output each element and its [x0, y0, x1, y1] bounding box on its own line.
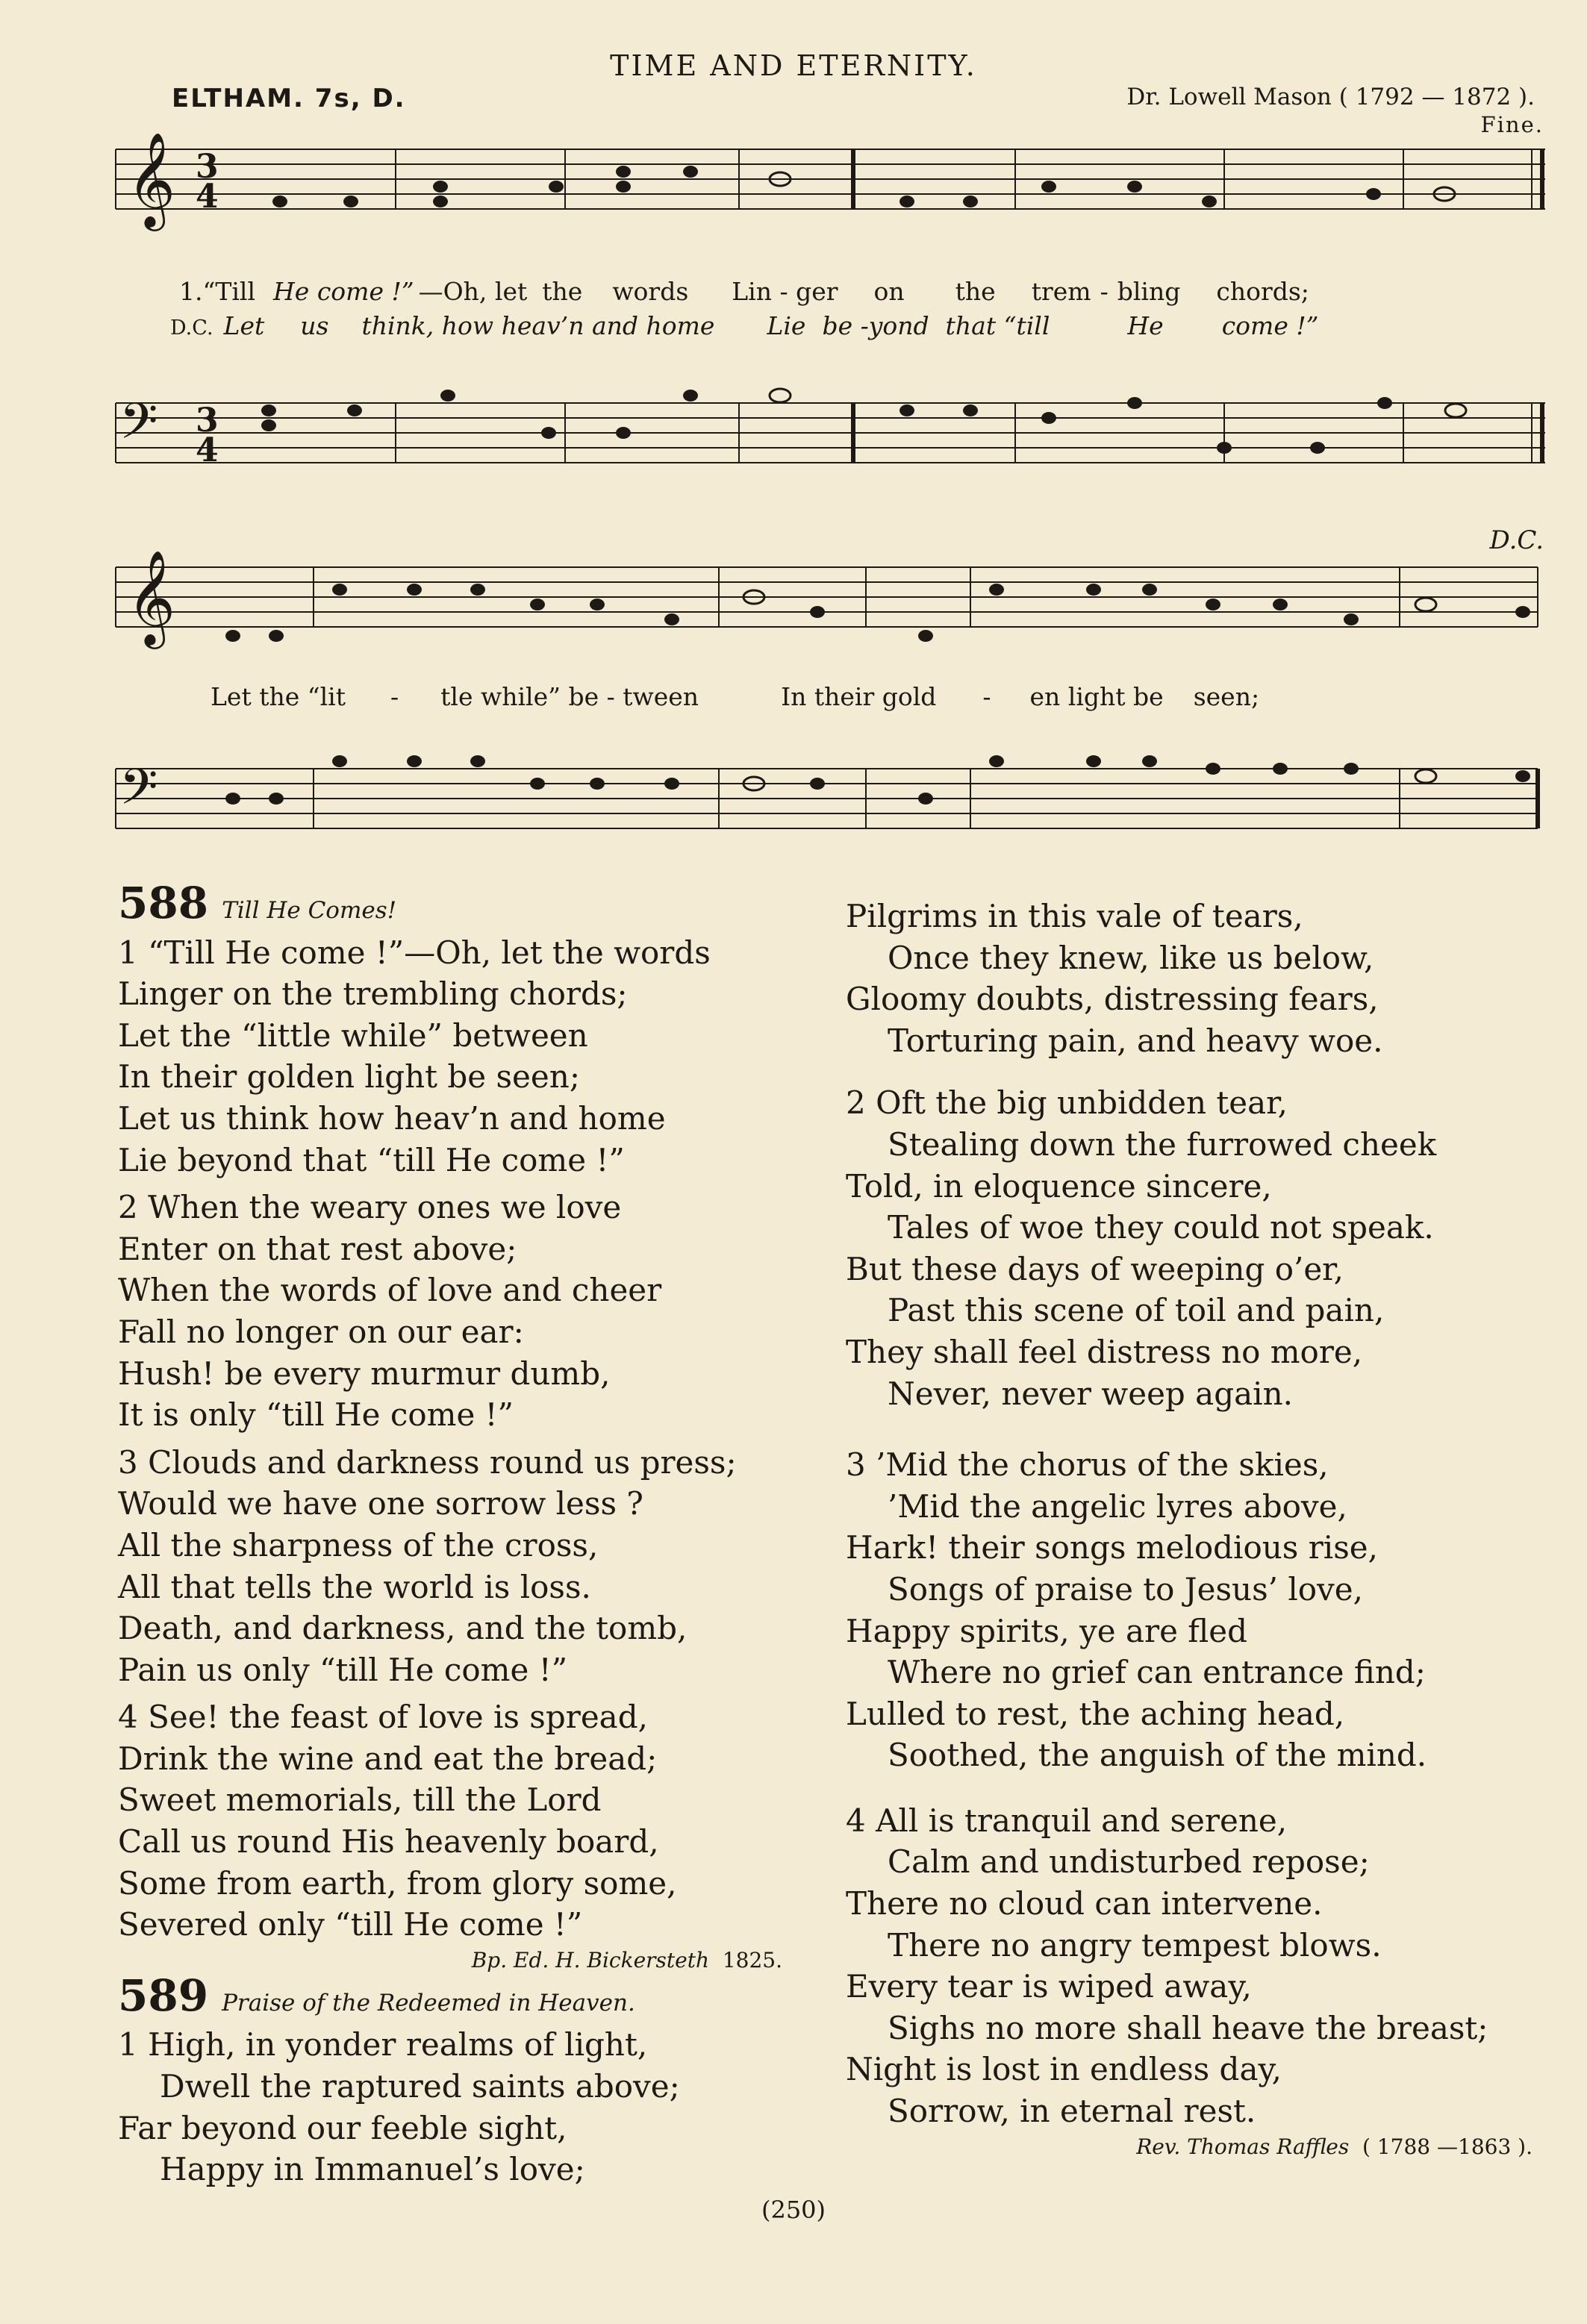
lyric-line1-verse: 1.“Till He come !” —Oh, let the words Lin - ger on the trem - bling chords; [179, 277, 1309, 306]
dc-marking: D.C. [1489, 525, 1544, 555]
verse-line: Gloomy doubts, distressing fears, [846, 981, 1379, 1018]
verse-line: Hush! be every murmur dumb, [118, 1355, 611, 1392]
verse-line: Dwell the raptured saints above; [160, 2068, 680, 2105]
bass-staff-1 [0, 373, 1587, 522]
verse-line: All that tells the world is loss. [118, 1568, 591, 1605]
verse-line: Some from earth, from glory some, [118, 1864, 677, 1902]
treble-staff-2 [0, 545, 1587, 664]
right-column [846, 896, 1547, 2162]
stanza [846, 1800, 1547, 2132]
stanza [118, 1696, 790, 1946]
verse-line: Once they knew, like us below, [888, 939, 1374, 976]
composer-credit: Dr. Lowell Mason ( 1792 — 1872 ). [1126, 84, 1535, 110]
verse-line: Stealing down the furrowed cheek [888, 1125, 1437, 1163]
verse-line: 2 When the weary ones we love [118, 1189, 622, 1226]
svg-text:4: 4 [196, 178, 219, 216]
verse-line: Linger on the trembling chords; [118, 975, 628, 1013]
svg-text:𝄞: 𝄞 [127, 131, 176, 227]
verse-line: Let the “little while” between [118, 1016, 588, 1054]
stanza [846, 896, 1547, 1061]
left-column [118, 878, 790, 2190]
stanza [118, 1442, 790, 1691]
stanza [118, 2024, 790, 2190]
verse-line: There no cloud can intervene. [846, 1885, 1323, 1922]
verse-line: Enter on that rest above; [118, 1230, 517, 1267]
verse-line: Never, never weep again. [888, 1375, 1293, 1412]
author: Bp. Ed. H. Bickersteth [471, 1947, 710, 1972]
verse-line: Lulled to rest, the aching head, [846, 1695, 1345, 1732]
stanza [118, 932, 790, 1181]
verse-line: Pain us only “till He come !” [118, 1651, 568, 1688]
verse-line: Drink the wine and eat the bread; [118, 1740, 658, 1777]
verse-line: They shall feel distress no more, [846, 1333, 1363, 1370]
verse-line: 4 See! the feast of love is spread, [118, 1699, 648, 1736]
verse-line: Night is lost in endless day, [846, 2051, 1282, 2088]
verse-line: 3 ’Mid the chorus of the skies, [846, 1446, 1329, 1484]
lyric-line2: Let the “lit - tle while” be - tween In their gold - en light be seen; [211, 682, 1260, 711]
verse-line: Fall no longer on our ear: [118, 1313, 524, 1350]
verse-line: Where no grief can entrance find; [888, 1654, 1426, 1691]
stanza [846, 1082, 1547, 1414]
svg-text:4: 4 [196, 431, 219, 469]
verse-line: Lie beyond that “till He come !” [118, 1141, 625, 1178]
stanza [846, 1444, 1547, 1776]
verse-line: Past this scene of toil and pain, [888, 1292, 1385, 1329]
verse-line: Severed only “till He come !” [118, 1906, 583, 1943]
svg-text:𝄞: 𝄞 [127, 549, 176, 645]
verse-line: Tales of woe they could not speak. [888, 1209, 1434, 1246]
verse-line: There no angry tempest blows. [888, 1926, 1382, 1964]
svg-text:3: 3 [196, 148, 219, 186]
svg-text:𝄢: 𝄢 [119, 393, 158, 462]
year: 1825. [722, 1947, 782, 1972]
hymn-subtitle: Praise of the Redeemed in Heaven. [222, 1989, 635, 2017]
verse-line: Sighs no more shall heave the breast; [888, 2009, 1488, 2046]
dates: ( 1788 —1863 ). [1362, 2134, 1533, 2159]
verse-line: Would we have one sorrow less ? [118, 1485, 643, 1522]
verse-line: Songs of praise to Jesus’ love, [888, 1570, 1363, 1608]
verse-line: When the words of love and cheer [118, 1272, 662, 1309]
verse-line: Soothed, the anguish of the mind. [888, 1737, 1427, 1774]
verse-line: 4 All is tranquil and serene, [846, 1802, 1288, 1839]
svg-text:3: 3 [196, 402, 219, 440]
verse-line: Hark! their songs melodious rise, [846, 1529, 1378, 1566]
verse-line: It is only “till He come !” [118, 1396, 514, 1434]
hymn-588-heading [118, 878, 790, 932]
verse-line: 1 High, in yonder realms of light, [118, 2026, 648, 2064]
verse-line: Death, and darkness, and the tomb, [118, 1610, 688, 1647]
stanza [118, 1187, 790, 1436]
hymn-number: 588 [118, 878, 209, 928]
verse-line: Call us round His heavenly board, [118, 1823, 659, 1861]
hymn-588-attribution [118, 1946, 782, 1975]
tune-name: ELTHAM. 7s, D. [172, 84, 406, 113]
verse-line: Calm and undisturbed repose; [888, 1843, 1370, 1881]
verse-line: Happy spirits, ye are fled [846, 1612, 1248, 1649]
bass-staff-2 [0, 739, 1587, 888]
lyric-line1-dc: D.C. Let us think, how heav’n and home Lie be -yond that “till He come !” [170, 311, 1319, 340]
hymn-number: 589 [118, 1970, 209, 2021]
verse-line: Told, in eloquence sincere, [846, 1167, 1272, 1205]
verse-line: Sorrow, in eternal rest. [888, 2093, 1256, 2130]
verse-line: 3 Clouds and darkness round us press; [118, 1443, 737, 1481]
verse-line: 2 Oft the big unbidden tear, [846, 1084, 1288, 1122]
verse-line: ’Mid the angelic lyres above, [888, 1487, 1347, 1525]
verse-line: All the sharpness of the cross, [118, 1526, 599, 1564]
verse-line: In their golden light be seen; [118, 1058, 580, 1096]
verse-line: Happy in Immanuel’s love; [160, 2151, 585, 2188]
verse-line: Torturing pain, and heavy woe. [888, 1022, 1383, 1059]
verse-line: Every tear is wiped away, [846, 1968, 1252, 2005]
verse-line: Far beyond our feeble sight, [118, 2109, 567, 2146]
hymn-589-heading [118, 1970, 790, 2025]
verse-line: Sweet memorials, till the Lord [118, 1781, 602, 1819]
page-title: TIME AND ETERNITY. [610, 49, 977, 82]
svg-text:𝄢: 𝄢 [119, 758, 158, 828]
fine-marking: Fine. [1480, 112, 1544, 137]
page-number: (250) [761, 2196, 826, 2224]
verse-line: 1 “Till He come !”—Oh, let the words [118, 934, 711, 971]
author: Rev. Thomas Raffles [1136, 2134, 1350, 2159]
hymn-subtitle: Till He Comes! [222, 897, 397, 924]
verse-line: Let us think how heav’n and home [118, 1099, 666, 1137]
hymn-589-attribution [846, 2132, 1533, 2162]
verse-line: Pilgrims in this vale of tears, [846, 898, 1303, 934]
verse-line: But these days of weeping o’er, [846, 1250, 1344, 1287]
